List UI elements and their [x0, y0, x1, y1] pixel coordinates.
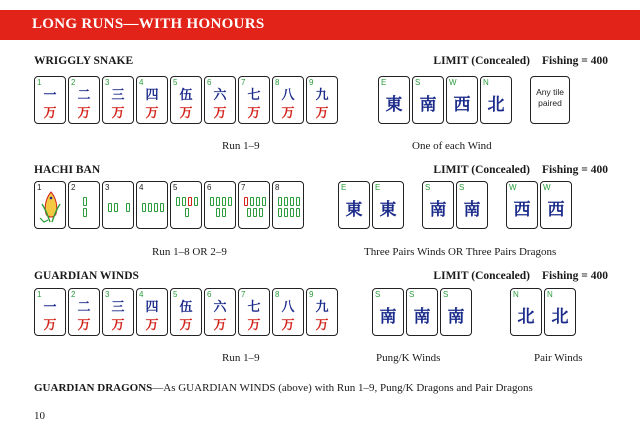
character-tile: 2 二 万 [68, 288, 100, 336]
hand-meta-wriggly-snake [433, 55, 608, 67]
footer-text: —As GUARDIAN WINDS (above) with Run 1–9, Pung/K Dragons and Pair Dragons [152, 382, 533, 394]
west-wind-tile: W 西 [540, 181, 572, 229]
caption-run: Run 1–9 [222, 352, 260, 364]
limit-label: LIMIT (Concealed) [433, 270, 530, 282]
east-wind-tile: E 東 [338, 181, 370, 229]
south-wind-tile: S 南 [456, 181, 488, 229]
caption-run: Run 1–9 [222, 140, 260, 152]
south-wind-tile: S 南 [406, 288, 438, 336]
character-tile: 2 二 万 [68, 76, 100, 124]
character-tile: 4 四 万 [136, 288, 168, 336]
character-tile: 7 七 万 [238, 288, 270, 336]
west-wind-tile: W 西 [446, 76, 478, 124]
east-wind-tile: E 東 [378, 76, 410, 124]
bamboo-tile: 5 [170, 181, 202, 229]
character-run-row [34, 288, 340, 336]
character-tile: 3 三 万 [102, 76, 134, 124]
character-run-row [34, 76, 340, 124]
bamboo-tile: 3 [102, 181, 134, 229]
page-number: 10 [34, 410, 45, 422]
character-tile: 7 七 万 [238, 76, 270, 124]
hand-title-guardian-winds: GUARDIAN WINDS [34, 270, 139, 282]
guardian-dragons-note [34, 382, 533, 394]
fishing-label: Fishing = 400 [542, 164, 608, 176]
fishing-label: Fishing = 400 [542, 270, 608, 282]
character-tile: 8 八 万 [272, 76, 304, 124]
character-tile: 9 九 万 [306, 76, 338, 124]
caption-winds: One of each Wind [412, 140, 492, 152]
hand-title-hachi-ban: HACHI BAN [34, 164, 101, 176]
south-wind-tile: S 南 [412, 76, 444, 124]
character-tile: 4 四 万 [136, 76, 168, 124]
west-wind-tile: W 西 [506, 181, 538, 229]
pung-winds-row [372, 288, 474, 336]
character-tile: 9 九 万 [306, 288, 338, 336]
footer-label: GUARDIAN DRAGONS [34, 382, 153, 394]
hand-title-wriggly-snake: WRIGGLY SNAKE [34, 55, 134, 67]
character-tile: 1 一 万 [34, 288, 66, 336]
south-wind-tile: S 南 [440, 288, 472, 336]
fishing-label: Fishing = 400 [542, 55, 608, 67]
character-tile: 5 伍 万 [170, 76, 202, 124]
caption-pairs: Three Pairs Winds OR Three Pairs Dragons [364, 246, 557, 258]
bamboo-tile: 8 [272, 181, 304, 229]
caption-pair-winds: Pair Winds [534, 352, 583, 364]
hachi-wind-tiles-row [338, 181, 574, 229]
character-tile: 3 三 万 [102, 288, 134, 336]
character-tile: 1 一 万 [34, 76, 66, 124]
hand-meta-guardian-winds [433, 270, 608, 282]
wind-tiles-row [378, 76, 572, 124]
bamboo-tile: 4 [136, 181, 168, 229]
bamboo-tile: 6 [204, 181, 236, 229]
south-wind-tile: S 南 [372, 288, 404, 336]
east-wind-tile: E 東 [372, 181, 404, 229]
north-wind-tile: N 北 [544, 288, 576, 336]
bamboo-one-tile: 1 [34, 181, 66, 229]
north-wind-tile: N 北 [510, 288, 542, 336]
limit-label: LIMIT (Concealed) [433, 164, 530, 176]
hand-meta-hachi-ban [433, 164, 608, 176]
south-wind-tile: S 南 [422, 181, 454, 229]
bamboo-run-row [34, 181, 322, 229]
character-tile: 6 六 万 [204, 288, 236, 336]
pair-winds-row [510, 288, 578, 336]
limit-label: LIMIT (Concealed) [433, 55, 530, 67]
character-tile: 6 六 万 [204, 76, 236, 124]
section-banner [0, 10, 640, 40]
bird-icon [36, 184, 66, 228]
character-tile: 5 伍 万 [170, 288, 202, 336]
bamboo-tile: 7 [238, 181, 270, 229]
bamboo-tile: 2 [68, 181, 100, 229]
any-tile-paired: Any tile paired [530, 76, 570, 124]
caption-run: Run 1–8 OR 2–9 [152, 246, 227, 258]
north-wind-tile: N 北 [480, 76, 512, 124]
caption-pung-winds: Pung/K Winds [376, 352, 441, 364]
character-tile: 8 八 万 [272, 288, 304, 336]
section-title: LONG RUNS—WITH HONOURS [32, 16, 265, 32]
